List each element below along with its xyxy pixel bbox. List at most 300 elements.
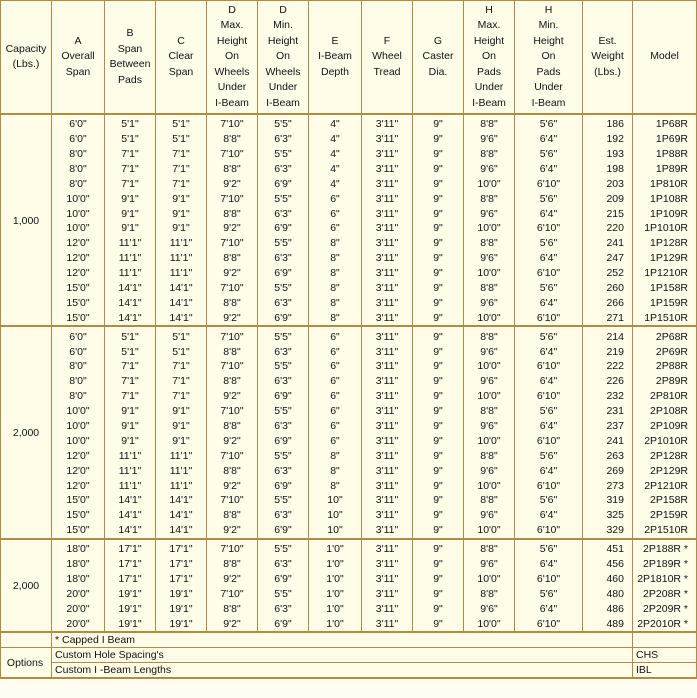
table-cell: 273	[583, 478, 633, 493]
table-cell: 9"	[413, 114, 464, 132]
table-row	[1, 572, 697, 587]
table-cell: 5'6"	[515, 326, 583, 344]
column-header-line: Under	[268, 81, 298, 94]
table-cell: 8'0"	[52, 374, 105, 389]
table-cell: 5'6"	[515, 191, 583, 206]
table-cell: 6'10"	[515, 311, 583, 327]
table-cell: 8"	[309, 478, 362, 493]
table-cell: 9'6"	[464, 132, 515, 147]
table-cell: 8'0"	[52, 147, 105, 162]
table-cell: 15'0"	[52, 508, 105, 523]
table-cell: 10'0"	[464, 359, 515, 374]
table-cell: 4"	[309, 147, 362, 162]
table-cell: 12'0"	[52, 266, 105, 281]
table-cell: 1P109R	[633, 206, 697, 221]
table-row	[1, 147, 697, 162]
table-cell: 226	[583, 374, 633, 389]
table-cell: 7'1"	[156, 374, 207, 389]
table-cell: 3'11"	[362, 616, 413, 632]
table-row	[1, 493, 697, 508]
column-header	[1, 1, 52, 115]
table-cell: 9"	[413, 523, 464, 539]
column-header-line: Dia.	[428, 65, 448, 78]
table-cell: 17'1"	[156, 557, 207, 572]
table-cell: 8'0"	[52, 359, 105, 374]
table-cell: 9'2"	[207, 434, 258, 449]
table-cell: 10'0"	[52, 434, 105, 449]
table-header	[1, 1, 697, 115]
table-cell: 198	[583, 162, 633, 177]
column-header	[464, 1, 515, 115]
table-cell: 6'9"	[258, 221, 309, 236]
table-cell: 6'0"	[52, 326, 105, 344]
table-cell: 6'3"	[258, 374, 309, 389]
column-letter: D	[279, 3, 287, 16]
table-cell: 6'10"	[515, 266, 583, 281]
table-cell: 7'1"	[156, 359, 207, 374]
table-cell: 15'0"	[52, 281, 105, 296]
table-cell: 214	[583, 326, 633, 344]
table-cell: 2P1210R	[633, 478, 697, 493]
table-cell: 6'9"	[258, 572, 309, 587]
table-cell: 8"	[309, 311, 362, 327]
table-cell: 3'11"	[362, 557, 413, 572]
option-name: Custom Hole Spacing's	[52, 648, 633, 663]
table-cell: 11'1"	[156, 236, 207, 251]
table-cell: 9'6"	[464, 296, 515, 311]
table-cell: 6'3"	[258, 602, 309, 617]
table-row	[1, 587, 697, 602]
table-cell: 5'6"	[515, 114, 583, 132]
table-cell: 8"	[309, 449, 362, 464]
table-cell: 9"	[413, 221, 464, 236]
column-header-line: Under	[474, 81, 504, 94]
table-cell: 266	[583, 296, 633, 311]
table-cell: 10'0"	[52, 206, 105, 221]
table-cell: 8'8"	[464, 114, 515, 132]
table-cell: 6"	[309, 374, 362, 389]
table-cell: 9"	[413, 296, 464, 311]
option-row	[1, 663, 697, 679]
table-row	[1, 478, 697, 493]
column-header-line: Capacity	[5, 42, 47, 55]
column-header-line: Pads	[536, 65, 561, 78]
option-code: IBL	[633, 663, 697, 679]
table-cell: 19'1"	[105, 602, 156, 617]
table-cell: 9"	[413, 251, 464, 266]
table-cell: 7'10"	[207, 539, 258, 557]
table-cell: 11'1"	[105, 266, 156, 281]
table-cell: 9'6"	[464, 206, 515, 221]
table-cell: 14'1"	[105, 281, 156, 296]
table-row	[1, 463, 697, 478]
column-header-line: Pads	[477, 65, 501, 78]
column-header-line: Min.	[538, 19, 559, 32]
table-cell: 10"	[309, 493, 362, 508]
table-cell: 3'11"	[362, 508, 413, 523]
column-header-line: Height	[216, 34, 248, 47]
table-cell: 2P1510R	[633, 523, 697, 539]
table-cell: 6'10"	[515, 616, 583, 632]
table-cell: 10"	[309, 508, 362, 523]
table-cell: 8'8"	[207, 162, 258, 177]
table-cell: 12'0"	[52, 236, 105, 251]
table-cell: 1P89R	[633, 162, 697, 177]
table-cell: 20'0"	[52, 602, 105, 617]
table-cell: 3'11"	[362, 404, 413, 419]
table-cell: 3'11"	[362, 251, 413, 266]
table-cell: 8'8"	[207, 344, 258, 359]
table-row	[1, 177, 697, 192]
column-header-line: Wheels	[214, 65, 250, 78]
table-cell: 3'11"	[362, 523, 413, 539]
table-cell: 1P159R	[633, 296, 697, 311]
table-cell: 1P128R	[633, 236, 697, 251]
table-cell: 186	[583, 114, 633, 132]
table-cell: 241	[583, 236, 633, 251]
table-row	[1, 206, 697, 221]
table-cell: 7'1"	[105, 177, 156, 192]
table-cell: 2P128R	[633, 449, 697, 464]
table-cell: 20'0"	[52, 587, 105, 602]
table-cell: 9'2"	[207, 266, 258, 281]
table-cell: 9"	[413, 557, 464, 572]
table-cell: 15'0"	[52, 523, 105, 539]
table-cell: 6'4"	[515, 602, 583, 617]
table-cell: 10'0"	[52, 191, 105, 206]
table-cell: 11'1"	[156, 463, 207, 478]
table-cell: 11'1"	[105, 463, 156, 478]
table-cell: 325	[583, 508, 633, 523]
table-cell: 9"	[413, 419, 464, 434]
table-cell: 6'3"	[258, 132, 309, 147]
table-cell: 7'1"	[156, 147, 207, 162]
table-cell: 9'1"	[156, 191, 207, 206]
column-header-line: (Lbs.)	[594, 65, 621, 78]
table-cell: 260	[583, 281, 633, 296]
table-cell: 11'1"	[105, 236, 156, 251]
table-cell: 3'11"	[362, 296, 413, 311]
table-cell: 12'0"	[52, 463, 105, 478]
table-cell: 6"	[309, 389, 362, 404]
table-cell: 10'0"	[464, 311, 515, 327]
table-cell: 6'3"	[258, 508, 309, 523]
table-cell: 14'1"	[105, 493, 156, 508]
table-cell: 7'10"	[207, 147, 258, 162]
column-header-line: Under	[534, 81, 563, 94]
column-header-line: Model	[650, 50, 679, 63]
option-code: CHS	[633, 648, 697, 663]
capacity-cell: 2,000	[1, 326, 52, 538]
column-header-line: I-Beam	[215, 96, 249, 109]
table-cell: 14'1"	[156, 311, 207, 327]
table-cell: 6'4"	[515, 251, 583, 266]
table-cell: 8'8"	[207, 296, 258, 311]
table-cell: 5'5"	[258, 191, 309, 206]
table-cell: 8'8"	[464, 539, 515, 557]
table-cell: 271	[583, 311, 633, 327]
table-cell: 3'11"	[362, 177, 413, 192]
table-cell: 12'0"	[52, 449, 105, 464]
table-cell: 9"	[413, 434, 464, 449]
table-cell: 9'1"	[156, 404, 207, 419]
table-cell: 18'0"	[52, 572, 105, 587]
capacity-cell: 2,000	[1, 539, 52, 632]
table-cell: 19'1"	[105, 587, 156, 602]
table-cell: 5'5"	[258, 236, 309, 251]
column-header-line: Est.	[598, 34, 617, 47]
column-header	[105, 1, 156, 115]
table-cell: 17'1"	[105, 539, 156, 557]
table-cell: 5'5"	[258, 449, 309, 464]
table-cell: 8'0"	[52, 162, 105, 177]
table-cell: 263	[583, 449, 633, 464]
table-footer	[1, 632, 697, 678]
table-cell: 8'8"	[207, 419, 258, 434]
table-cell: 5'6"	[515, 404, 583, 419]
table-cell: 6'9"	[258, 177, 309, 192]
table-cell: 2P209R *	[633, 602, 697, 617]
table-row	[1, 132, 697, 147]
table-cell: 8'8"	[207, 251, 258, 266]
table-cell: 11'1"	[105, 251, 156, 266]
table-cell: 2P208R *	[633, 587, 697, 602]
table-cell: 6"	[309, 404, 362, 419]
column-header-line: Span	[168, 65, 194, 78]
capacity-group-2000	[1, 326, 697, 538]
table-cell: 12'0"	[52, 251, 105, 266]
table-cell: 8'8"	[464, 281, 515, 296]
table-cell: 7'1"	[105, 389, 156, 404]
table-cell: 7'10"	[207, 493, 258, 508]
column-header-line: Wheel	[372, 50, 402, 63]
table-cell: 247	[583, 251, 633, 266]
table-cell: 8"	[309, 251, 362, 266]
column-header-line: Span	[117, 42, 143, 55]
table-cell: 9"	[413, 311, 464, 327]
table-cell: 7'10"	[207, 359, 258, 374]
column-header	[362, 1, 413, 115]
table-cell: 6'9"	[258, 389, 309, 404]
table-cell: 10'0"	[464, 616, 515, 632]
table-cell: 8'8"	[207, 557, 258, 572]
table-cell: 5'6"	[515, 281, 583, 296]
table-cell: 6"	[309, 206, 362, 221]
table-cell: 2P810R	[633, 389, 697, 404]
table-cell: 1P158R	[633, 281, 697, 296]
table-cell: 1P810R	[633, 177, 697, 192]
table-cell: 4"	[309, 162, 362, 177]
table-cell: 17'1"	[105, 557, 156, 572]
option-row	[1, 648, 697, 663]
column-header-line: Height	[473, 34, 505, 47]
table-cell: 19'1"	[156, 616, 207, 632]
table-cell: 9'6"	[464, 508, 515, 523]
table-cell: 9"	[413, 147, 464, 162]
table-cell: 8'8"	[464, 449, 515, 464]
table-cell: 6'9"	[258, 616, 309, 632]
table-cell: 5'1"	[156, 114, 207, 132]
table-cell: 11'1"	[156, 251, 207, 266]
table-cell: 5'6"	[515, 587, 583, 602]
table-cell: 5'1"	[105, 132, 156, 147]
column-header-line: Max.	[220, 19, 244, 32]
table-cell: 6'3"	[258, 296, 309, 311]
table-cell: 3'11"	[362, 311, 413, 327]
table-cell: 2P108R	[633, 404, 697, 419]
table-cell: 2P89R	[633, 374, 697, 389]
table-cell: 2P109R	[633, 419, 697, 434]
table-cell: 8'8"	[464, 191, 515, 206]
table-row	[1, 296, 697, 311]
table-cell: 6"	[309, 191, 362, 206]
table-cell: 5'5"	[258, 147, 309, 162]
table-cell: 269	[583, 463, 633, 478]
table-cell: 6'10"	[515, 177, 583, 192]
table-cell: 2P1810R *	[633, 572, 697, 587]
table-row	[1, 616, 697, 632]
table-cell: 5'1"	[105, 344, 156, 359]
table-row	[1, 251, 697, 266]
table-cell: 9"	[413, 389, 464, 404]
table-cell: 10'0"	[52, 221, 105, 236]
table-cell: 9'6"	[464, 251, 515, 266]
table-cell: 7'1"	[156, 389, 207, 404]
table-cell: 17'1"	[105, 572, 156, 587]
table-cell: 3'11"	[362, 236, 413, 251]
table-cell: 14'1"	[105, 523, 156, 539]
column-header-line: Wheels	[265, 65, 301, 78]
column-header-line: On	[541, 50, 556, 63]
table-cell: 4"	[309, 132, 362, 147]
table-cell: 231	[583, 404, 633, 419]
table-row	[1, 114, 697, 132]
table-cell: 18'0"	[52, 557, 105, 572]
table-cell: 6"	[309, 326, 362, 344]
column-header	[52, 1, 105, 115]
table-cell: 15'0"	[52, 296, 105, 311]
table-cell: 329	[583, 523, 633, 539]
column-header-line: Min.	[273, 19, 293, 32]
table-cell: 19'1"	[156, 602, 207, 617]
column-header-line: Clear	[168, 50, 194, 63]
table-cell: 10'0"	[464, 478, 515, 493]
table-cell: 5'6"	[515, 449, 583, 464]
table-cell: 456	[583, 557, 633, 572]
table-cell: 319	[583, 493, 633, 508]
table-cell: 6'3"	[258, 557, 309, 572]
table-cell: 6'3"	[258, 419, 309, 434]
table-cell: 3'11"	[362, 114, 413, 132]
column-header	[258, 1, 309, 115]
table-cell: 6'9"	[258, 266, 309, 281]
table-cell: 14'1"	[105, 296, 156, 311]
table-cell: 486	[583, 602, 633, 617]
table-cell: 9"	[413, 602, 464, 617]
table-cell: 8'8"	[207, 463, 258, 478]
column-letter: E	[331, 34, 339, 47]
table-cell: 6'4"	[515, 557, 583, 572]
footnote-model-spacer	[633, 632, 697, 648]
table-cell: 3'11"	[362, 326, 413, 344]
table-cell: 9'6"	[464, 557, 515, 572]
table-cell: 8'8"	[207, 132, 258, 147]
table-cell: 9'6"	[464, 344, 515, 359]
table-cell: 3'11"	[362, 602, 413, 617]
column-header-line: On	[275, 50, 290, 63]
table-cell: 9"	[413, 539, 464, 557]
footnote-row	[1, 632, 697, 648]
table-cell: 9'6"	[464, 602, 515, 617]
table-cell: 3'11"	[362, 344, 413, 359]
table-cell: 6'3"	[258, 162, 309, 177]
table-cell: 220	[583, 221, 633, 236]
table-cell: 1P88R	[633, 147, 697, 162]
column-header-line: Height	[533, 34, 564, 47]
table-row	[1, 602, 697, 617]
table-cell: 1'0"	[309, 557, 362, 572]
table-cell: 8'8"	[207, 206, 258, 221]
options-label: Options	[1, 648, 52, 679]
table-cell: 9'2"	[207, 389, 258, 404]
table-cell: 5'5"	[258, 587, 309, 602]
table-cell: 8"	[309, 266, 362, 281]
table-cell: 9"	[413, 206, 464, 221]
table-cell: 6'9"	[258, 523, 309, 539]
table-cell: 5'6"	[515, 493, 583, 508]
table-cell: 9'2"	[207, 177, 258, 192]
column-header	[515, 1, 583, 115]
table-cell: 14'1"	[156, 508, 207, 523]
table-cell: 9'1"	[156, 221, 207, 236]
table-cell: 6'3"	[258, 463, 309, 478]
column-header-line: On	[224, 50, 239, 63]
table-cell: 6'4"	[515, 344, 583, 359]
table-cell: 9"	[413, 463, 464, 478]
table-cell: 14'1"	[105, 508, 156, 523]
table-cell: 10'0"	[464, 221, 515, 236]
column-letter: D	[228, 3, 236, 16]
table-cell: 2P88R	[633, 359, 697, 374]
table-cell: 460	[583, 572, 633, 587]
column-header-line: Tread	[373, 65, 401, 78]
table-cell: 6'4"	[515, 162, 583, 177]
table-cell: 5'1"	[156, 344, 207, 359]
table-cell: 6'10"	[515, 389, 583, 404]
table-cell: 8"	[309, 463, 362, 478]
table-cell: 9'2"	[207, 221, 258, 236]
table-cell: 5'5"	[258, 493, 309, 508]
table-row	[1, 326, 697, 344]
table-cell: 2P158R	[633, 493, 697, 508]
table-cell: 6"	[309, 221, 362, 236]
table-cell: 6'4"	[515, 132, 583, 147]
table-cell: 4"	[309, 177, 362, 192]
table-cell: 9"	[413, 344, 464, 359]
table-cell: 9'2"	[207, 616, 258, 632]
table-row	[1, 508, 697, 523]
table-cell: 8'8"	[464, 493, 515, 508]
table-cell: 6'4"	[515, 419, 583, 434]
table-cell: 19'1"	[105, 616, 156, 632]
table-cell: 3'11"	[362, 539, 413, 557]
table-cell: 1P1010R	[633, 221, 697, 236]
table-cell: 451	[583, 539, 633, 557]
table-cell: 3'11"	[362, 374, 413, 389]
table-cell: 6'0"	[52, 344, 105, 359]
table-cell: 3'11"	[362, 572, 413, 587]
table-row	[1, 359, 697, 374]
